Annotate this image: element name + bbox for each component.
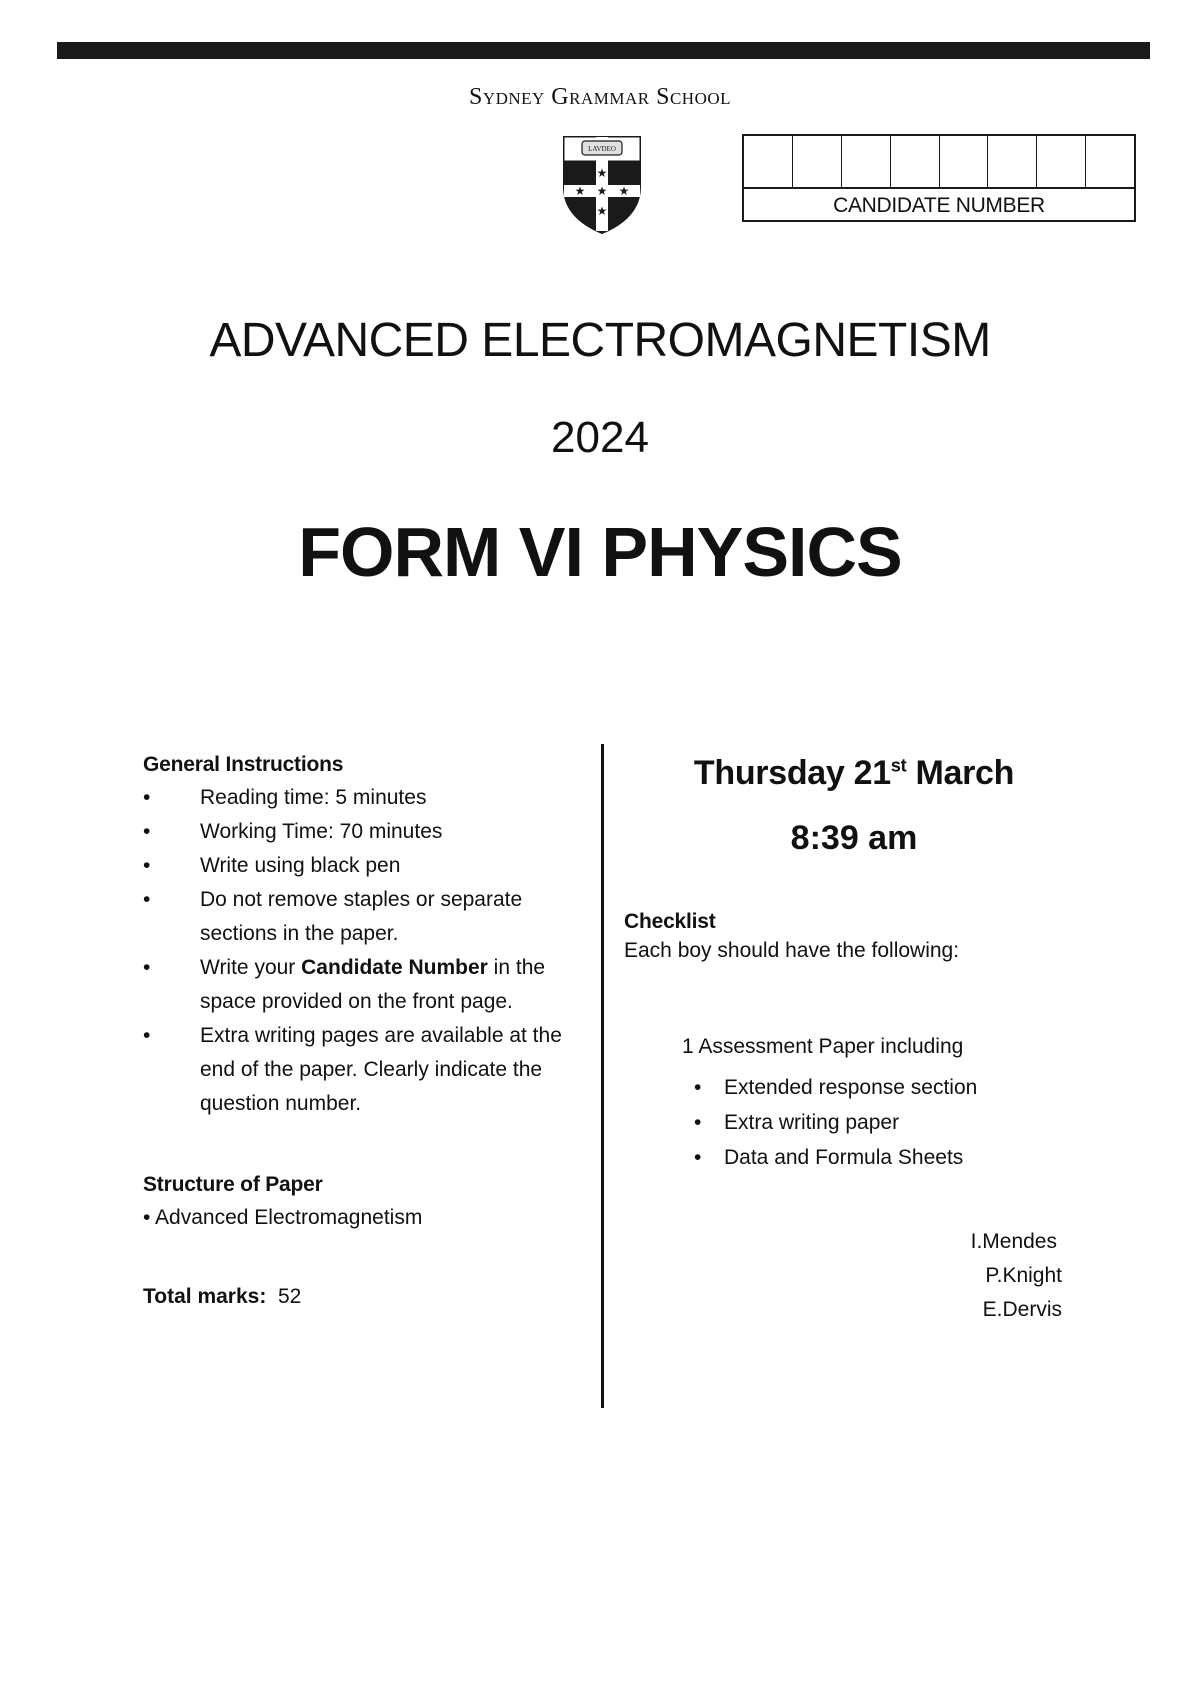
instruction-item: • Working Time: 70 minutes bbox=[143, 815, 563, 849]
candidate-number-cell[interactable] bbox=[744, 136, 793, 187]
exam-title: ADVANCED ELECTROMAGNETISM bbox=[209, 314, 991, 367]
candidate-number-box[interactable] bbox=[742, 134, 1136, 222]
svg-text:★: ★ bbox=[618, 184, 630, 198]
school-crest-icon bbox=[560, 135, 644, 235]
total-marks-label: Total marks: bbox=[143, 1285, 267, 1308]
author-name: P.Knight bbox=[985, 1264, 1062, 1287]
checklist-subtitle: Each boy should have the following: bbox=[624, 939, 960, 962]
exam-year: 2024 bbox=[551, 413, 649, 462]
instruction-item: • Extra writing pages are available at the end of the paper. Clearly indicate the question number. bbox=[143, 1019, 563, 1121]
structure-list bbox=[143, 1201, 563, 1235]
assessment-line: 1 Assessment Paper including bbox=[682, 1035, 964, 1058]
instruction-item: • Write using black pen bbox=[143, 849, 563, 883]
instruction-item: • Reading time: 5 minutes bbox=[143, 781, 563, 815]
author-name: I.Mendes bbox=[970, 1230, 1057, 1253]
instructions-list bbox=[143, 781, 563, 1121]
total-marks bbox=[143, 1285, 563, 1309]
form-title: FORM VI PHYSICS bbox=[298, 513, 902, 591]
assessment-item: • Data and Formula Sheets bbox=[694, 1140, 1084, 1175]
candidate-number-cell[interactable] bbox=[988, 136, 1037, 187]
right-column bbox=[624, 754, 1084, 1327]
svg-text:★: ★ bbox=[596, 184, 608, 198]
candidate-number-cell[interactable] bbox=[1037, 136, 1086, 187]
candidate-number-cell[interactable] bbox=[842, 136, 891, 187]
checklist-heading: Checklist bbox=[624, 910, 716, 933]
column-divider bbox=[601, 744, 604, 1408]
school-name: Sydney Grammar School bbox=[468, 84, 732, 110]
structure-heading: Structure of Paper bbox=[143, 1173, 323, 1196]
candidate-number-cell[interactable] bbox=[1086, 136, 1134, 187]
structure-item: • Advanced Electromagnetism bbox=[143, 1206, 423, 1229]
exam-time: 8:39 am bbox=[790, 819, 918, 857]
candidate-number-cells[interactable] bbox=[744, 136, 1134, 189]
exam-date: Thursday 21st March bbox=[693, 754, 1015, 792]
instruction-item: • Write your Candidate Number in the space provided on the front page. bbox=[143, 951, 563, 1019]
candidate-number-cell[interactable] bbox=[940, 136, 989, 187]
assessment-items bbox=[624, 1070, 1084, 1175]
total-marks-value: 52 bbox=[278, 1285, 302, 1308]
crest-motto: LAVDEO bbox=[588, 145, 616, 153]
candidate-number-label: CANDIDATE NUMBER bbox=[833, 194, 1045, 217]
author-name: E.Dervis bbox=[982, 1298, 1062, 1321]
authors-list bbox=[624, 1225, 1084, 1327]
assessment-item: • Extended response section bbox=[694, 1070, 1084, 1105]
general-instructions-heading: General Instructions bbox=[143, 753, 344, 776]
assessment-item: • Extra writing paper bbox=[694, 1105, 1084, 1140]
svg-text:★: ★ bbox=[596, 204, 608, 218]
top-rule bbox=[57, 42, 1150, 59]
instruction-item: • Do not remove staples or separate sections in the paper. bbox=[143, 883, 563, 951]
left-column bbox=[143, 753, 563, 1309]
candidate-number-cell[interactable] bbox=[891, 136, 940, 187]
svg-text:★: ★ bbox=[574, 184, 586, 198]
candidate-number-cell[interactable] bbox=[793, 136, 842, 187]
svg-text:★: ★ bbox=[596, 166, 608, 180]
